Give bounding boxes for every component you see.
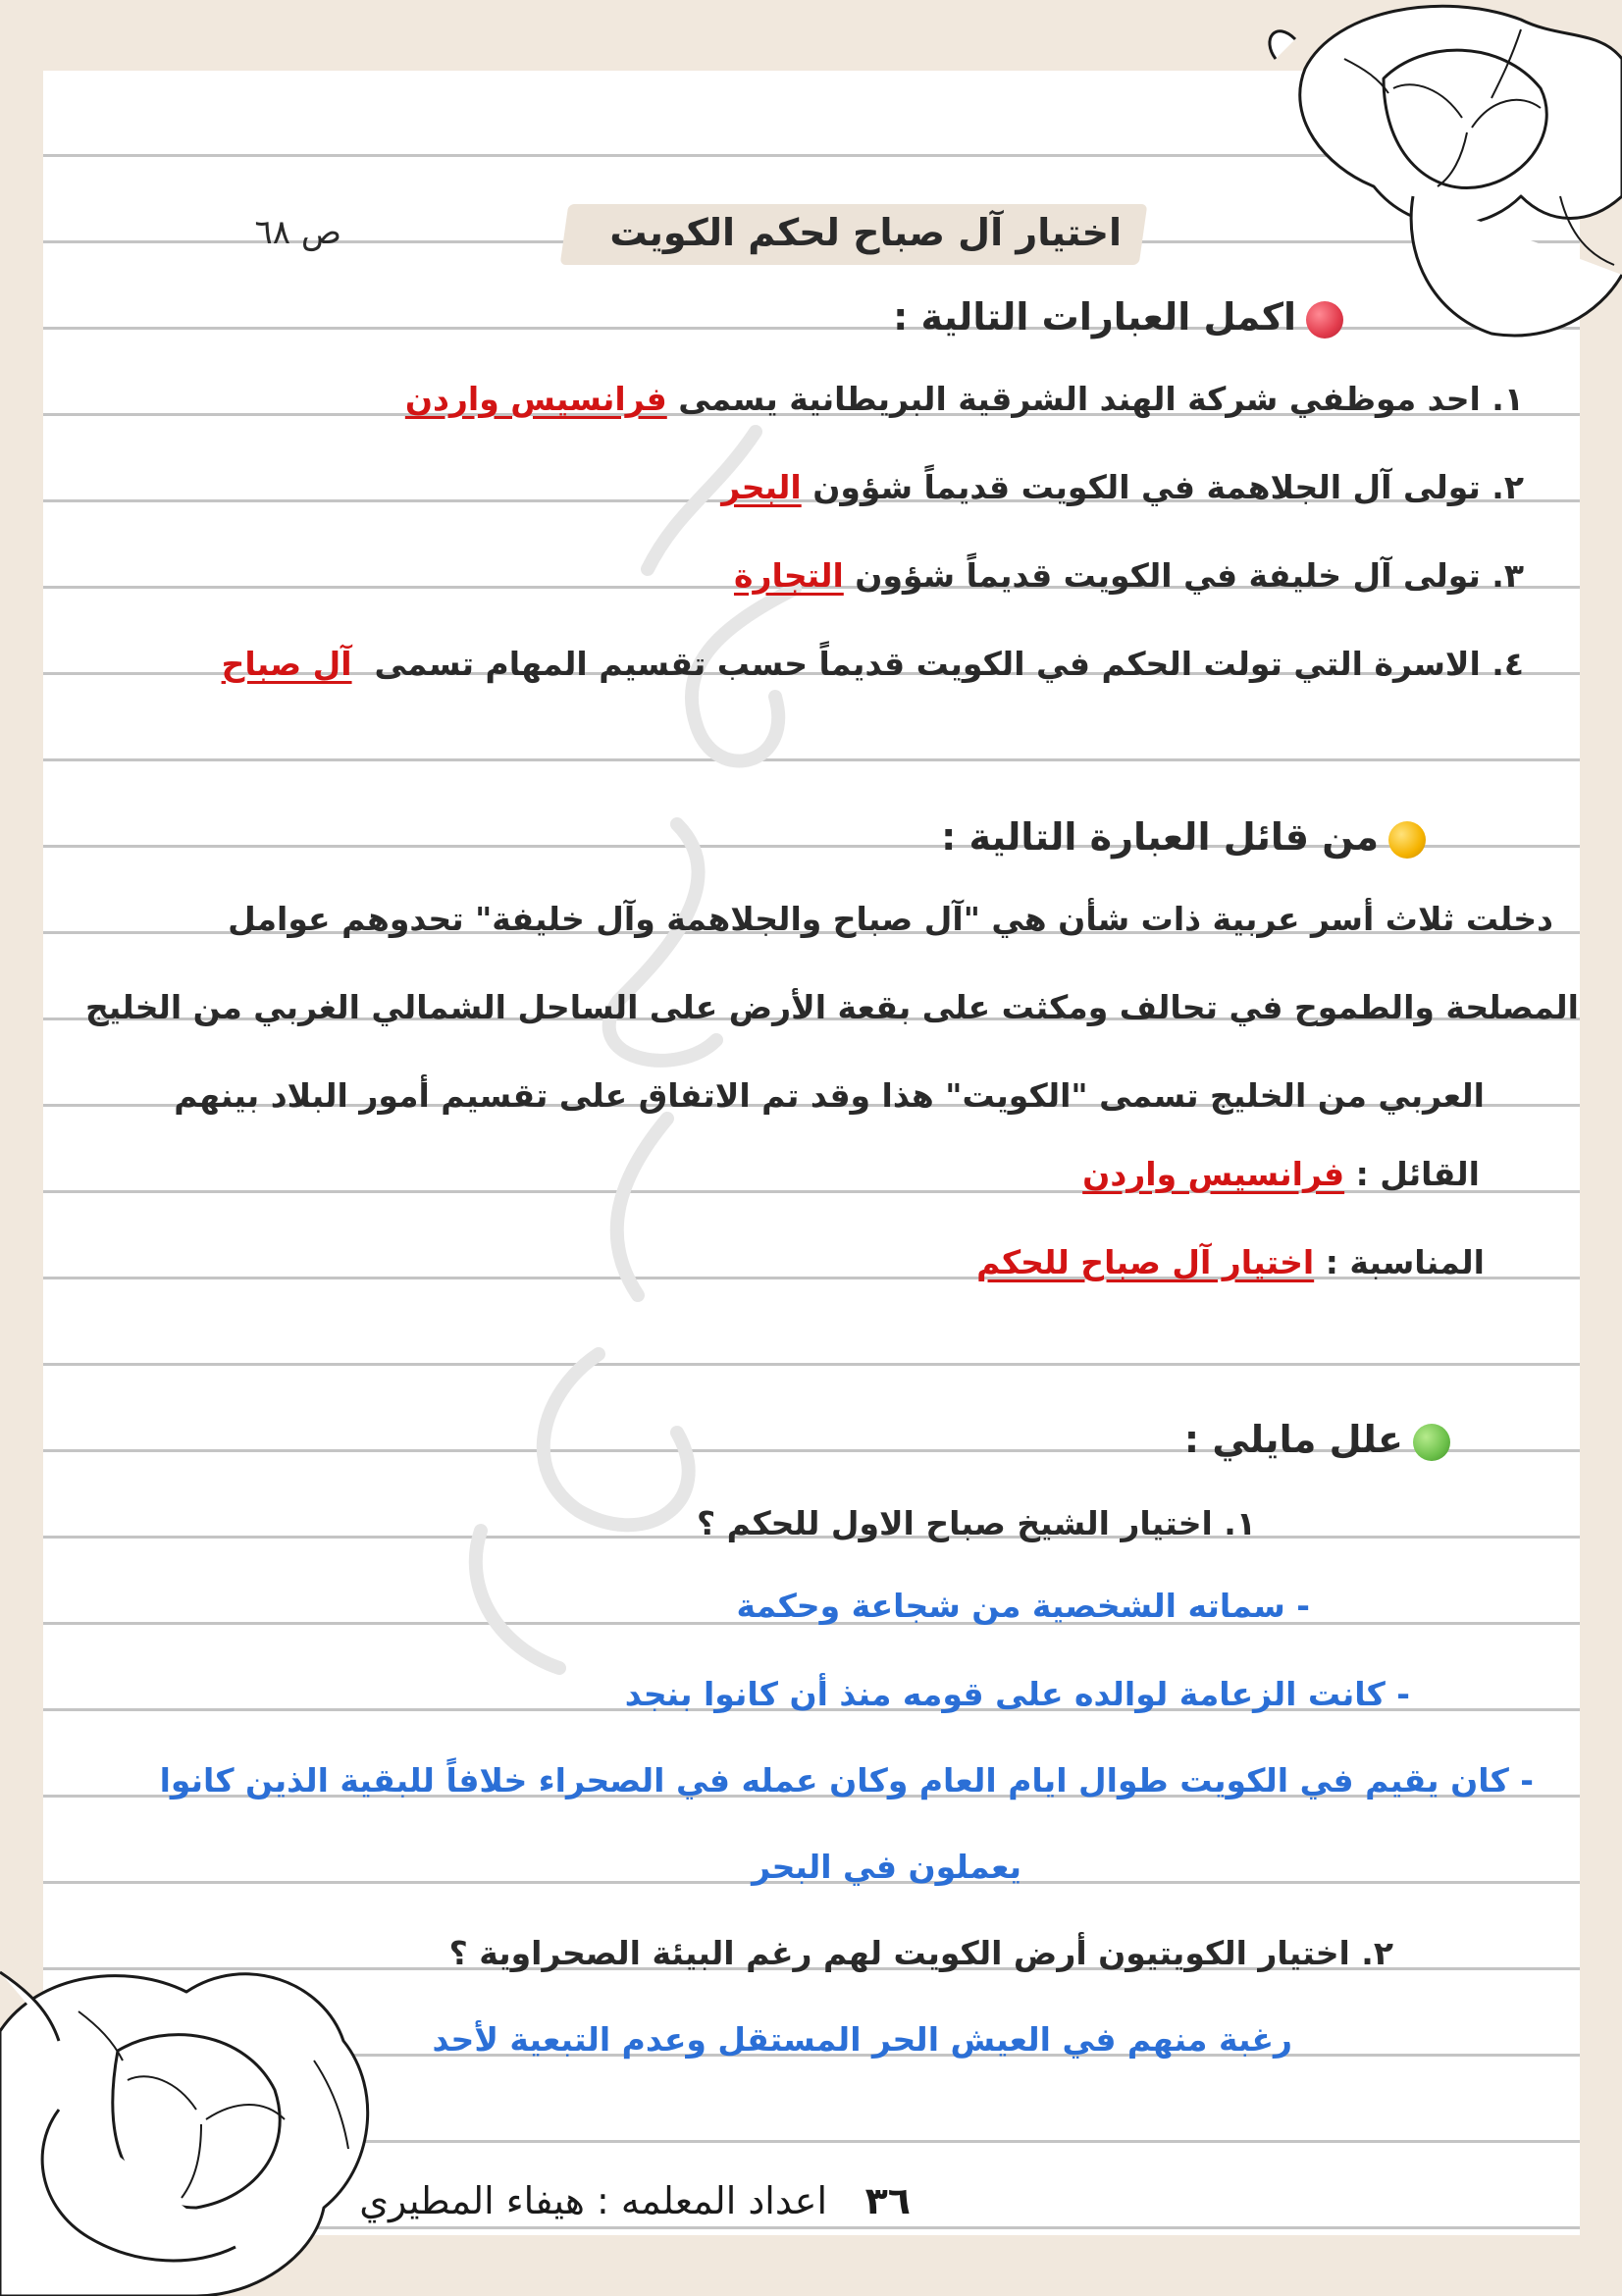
q1-answer-3: - كان يقيم في الكويت طوال ايام العام وكان عمله في الصحراء خلافاً للبقية الذين كانوا: [159, 1761, 1534, 1800]
quote-line-1: دخلت ثلاث أسر عربية ذات شأن هي "آل صباح والجلاهمة وآل خليفة" تحدوهم عوامل: [228, 900, 1553, 938]
item-4-answer: آل صباح: [221, 645, 352, 683]
item-1-answer: فرانسيس وارد‌ن: [404, 380, 667, 418]
item-2-text: ٢. تولى آل الجلاهمة في الكويت قديماً شؤون: [812, 468, 1524, 506]
item-3-text: ٣. تولى آل خليفة في الكويت قديماً شؤون: [855, 556, 1524, 595]
q1-answer-2: - كانت الزعامة لوالده على قومه منذ أن كانوا بنجد: [624, 1675, 1410, 1713]
green-bullet-icon: [1413, 1424, 1450, 1461]
quote-line-2: المصلحة والطموح في تحالف ومكثت على بقعة الأرض على الساحل الشمالي الغربي من الخليج: [84, 988, 1579, 1026]
section2-heading: من قائل العبارة التالية :: [941, 812, 1426, 861]
section1-item-1: [405, 375, 1524, 424]
yellow-bullet-icon: [1388, 821, 1426, 859]
item-2-answer: البحر: [721, 468, 802, 506]
speaker-row: [1082, 1150, 1480, 1199]
section3-heading: علل مايلي :: [1184, 1415, 1450, 1464]
speaker-label: القائل :: [1355, 1155, 1480, 1193]
item-3-answer: التجارة: [733, 556, 844, 595]
q2-answer: رغبة منهم في العيش الحر المستقل وعدم التبعية لأحد: [432, 2020, 1292, 2059]
quote-line-3: العربي من الخليج تسمى "الكويت" هذا وقد تم الاتفاق على تقسيم أمور البلاد بينهم: [174, 1076, 1485, 1115]
section1-item-3: [734, 551, 1524, 600]
section1-heading: اكمل العبارات التالية :: [893, 292, 1343, 341]
item-4-text: ٤. الاسرة التي تولت الحكم في الكويت قديماً حسب تقسيم المهام تسمى: [374, 645, 1524, 683]
speaker-answer: فرانسيس وارد‌ن: [1082, 1155, 1345, 1193]
question-2: ٢. اختيار الكويتيون أرض الكويت لهم رغم البيئة الصحراوية ؟: [448, 1934, 1393, 1972]
occasion-answer: اختيار آل صباح للحكم: [976, 1243, 1315, 1281]
section1-item-4: [222, 640, 1524, 689]
page-number: ٣٦: [864, 2179, 911, 2222]
question-1: ١. اختيار الشيخ صباح الاول للحكم ؟: [696, 1504, 1256, 1542]
q1-answer-4: يعملون في البحر: [752, 1848, 1021, 1886]
page-reference: ص ٦٨: [254, 213, 341, 252]
occasion-row: [976, 1238, 1485, 1287]
item-1-text: ١. احد موظفي شركة الهند الشرقية البريطانية يسمى: [678, 380, 1524, 418]
page-title: اختيار آل صباح لحكم الكويت: [609, 211, 1122, 254]
red-bullet-icon: [1306, 301, 1343, 339]
occasion-label: المناسبة :: [1325, 1243, 1485, 1281]
section1-item-2: [721, 463, 1524, 512]
q1-answer-1: - سماته الشخصية من شجاعة وحكمة: [736, 1587, 1310, 1625]
author-credit: اعداد المعلمه : هيفاء المطيري: [359, 2179, 827, 2222]
flower-bottom-left-icon: [0, 1913, 392, 2296]
